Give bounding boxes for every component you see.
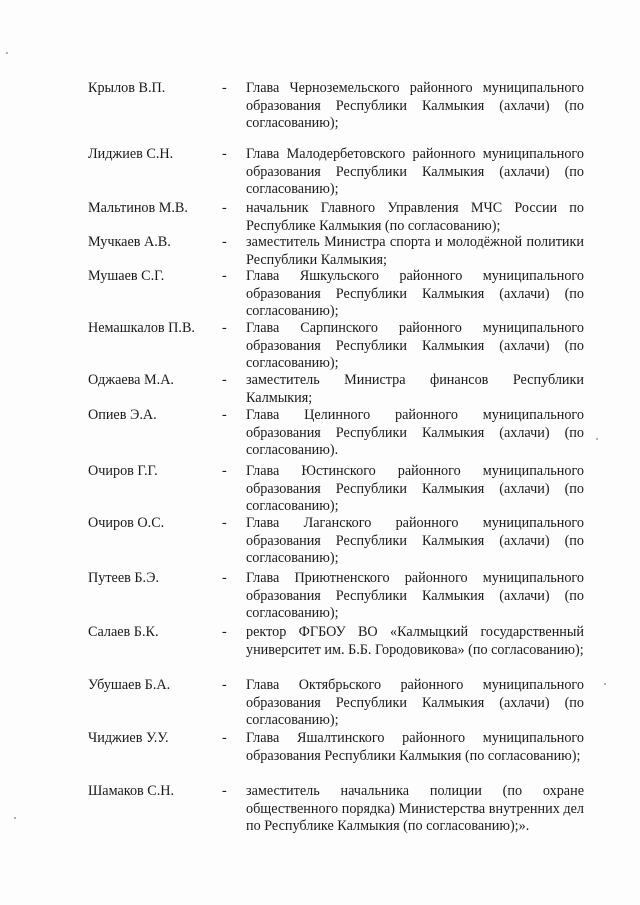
member-dash: - (222, 234, 227, 250)
member-name: Немашкалов П.В. (88, 320, 195, 336)
member-dash: - (222, 515, 227, 531)
member-position: Глава Яшалтинского районного муниципального образования Республики Калмыкия (по согласованию); (246, 730, 584, 764)
member-dash: - (222, 320, 227, 336)
member-dash: - (222, 146, 227, 162)
member-position: Глава Октябрьского районного муниципального образования Республики Калмыкия (ахлачи) (по согласованию); (246, 677, 584, 729)
member-dash: - (222, 372, 227, 388)
member-entry (88, 146, 584, 200)
member-entry (88, 200, 584, 234)
member-dash: - (222, 624, 227, 640)
member-entry (88, 783, 584, 837)
member-dash: - (222, 783, 227, 799)
member-name: Очиров О.С. (88, 515, 165, 531)
member-dash: - (222, 407, 227, 423)
member-name: Крылов В.П. (88, 80, 166, 96)
member-position: заместитель Министра спорта и молодёжной политики Республики Калмыкия; (246, 234, 584, 268)
member-entry (88, 515, 584, 570)
member-position: Глава Приютненского районного муниципального образования Республики Калмыкия (ахлачи) (по согласованию); (246, 570, 584, 622)
member-entry (88, 320, 584, 372)
member-dash: - (222, 200, 227, 216)
member-dash: - (222, 80, 227, 96)
member-position: Глава Юстинского районного муниципального образования Республики Калмыкия (ахлачи) (по согласованию); (246, 463, 584, 515)
member-name: Мальтинов М.В. (88, 200, 188, 216)
member-dash: - (222, 730, 227, 746)
member-dash: - (222, 570, 227, 586)
member-entry (88, 372, 584, 407)
member-entry (88, 463, 584, 515)
member-entry (88, 570, 584, 624)
member-position: Глава Целинного районного муниципального образования Республики Калмыкия (ахлачи) (по согласованию). (246, 407, 584, 459)
member-entry (88, 407, 584, 463)
member-position: ректор ФГБОУ ВО «Калмыцкий государственный университет им. Б.Б. Городовикова» (по согласованию); (246, 624, 584, 658)
member-position: заместитель начальника полиции (по охране общественного порядка) Министерства внутренних дел по Республике Калмыкия (по согласованию);». (246, 783, 584, 835)
member-entry (88, 80, 584, 146)
scan-speck (6, 52, 8, 54)
member-name: Чиджиев У.У. (88, 730, 169, 746)
member-entry (88, 268, 584, 320)
member-name: Очиров Г.Г. (88, 463, 158, 479)
member-name: Оджаева М.А. (88, 372, 174, 388)
member-position: Глава Лаганского районного муниципального образования Республики Калмыкия (ахлачи) (по согласованию); (246, 515, 584, 567)
member-name: Лиджиев С.Н. (88, 146, 174, 162)
scan-speck (14, 817, 16, 819)
member-name: Убушаев Б.А. (88, 677, 171, 693)
member-dash: - (222, 268, 227, 284)
scan-speck (604, 683, 606, 685)
member-position: заместитель Министра финансов Республики Калмыкия; (246, 372, 584, 406)
member-entry (88, 624, 584, 677)
member-list (88, 80, 584, 837)
member-position: Глава Яшкульского районного муниципального образования Республики Калмыкия (ахлачи) (по согласованию); (246, 268, 584, 320)
member-position: Глава Малодербетовского районного муниципального образования Республики Калмыкия (ахлачи) (по согласованию); (246, 146, 584, 198)
member-entry (88, 234, 584, 268)
member-name: Мушаев С.Г. (88, 268, 165, 284)
member-entry (88, 677, 584, 730)
member-name: Мучкаев А.В. (88, 234, 171, 250)
member-name: Шамаков С.Н. (88, 783, 175, 799)
scan-speck (596, 438, 598, 440)
member-name: Опиев Э.А. (88, 407, 157, 423)
member-position: Глава Черноземельского районного муниципального образования Республики Калмыкия (ахлачи) (по согласованию); (246, 80, 584, 132)
member-name: Путеев Б.Э. (88, 570, 159, 586)
member-name: Салаев Б.К. (88, 624, 159, 640)
member-dash: - (222, 677, 227, 693)
member-position: начальник Главного Управления МЧС России по Республике Калмыкия (по согласованию); (246, 200, 584, 234)
member-dash: - (222, 463, 227, 479)
member-entry (88, 730, 584, 783)
member-position: Глава Сарпинского районного муниципального образования Республики Калмыкия (ахлачи) (по согласованию); (246, 320, 584, 372)
